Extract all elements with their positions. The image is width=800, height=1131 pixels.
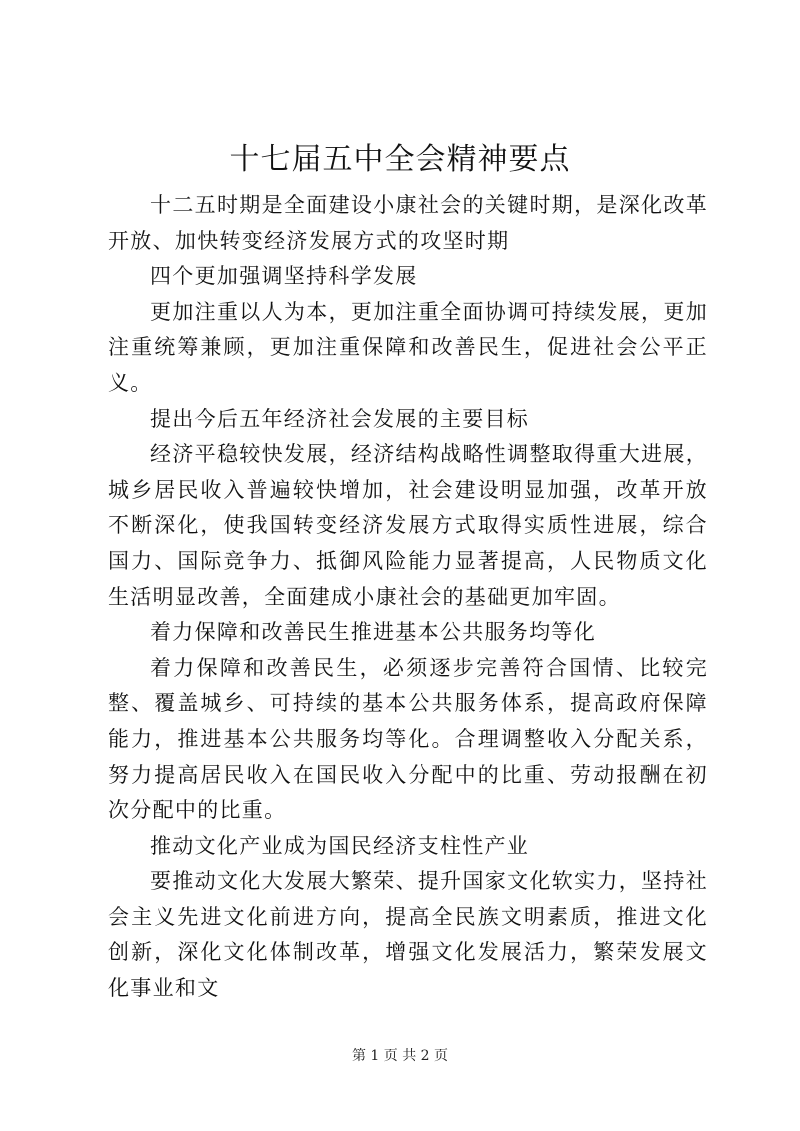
paragraph-public-services: 着力保障和改善民生，必须逐步完善符合国情、比较完整、覆盖城乡、可持续的基本公共服务体系，提高政府保障能力，推进基本公共服务均等化。合理调整收入分配关系，努力提高居民收入在国民收入分配中的比重、劳动报酬在初次分配中的比重。 [108, 655, 708, 823]
document-body [108, 188, 708, 1007]
page-number-footer: 第 1 页 共 2 页 [351, 1048, 449, 1064]
document-title: 十七届五中全会精神要点 [229, 142, 571, 177]
paragraph-people-first: 更加注重以人为本，更加注重全面协调可持续发展，更加注重统筹兼顾，更加注重保障和改善民生，促进社会公平正义。 [108, 299, 708, 395]
paragraph-intro: 十二五时期是全面建设小康社会的关键时期，是深化改革开放、加快转变经济发展方式的攻坚时期 [108, 193, 708, 253]
paragraph-heading-culture: 推动文化产业成为国民经济支柱性产业 [150, 833, 530, 858]
paragraph-economy: 经济平稳较快发展，经济结构战略性调整取得重大进展，城乡居民收入普遍较快增加，社会建设明显加强，改革开放不断深化，使我国转变经济发展方式取得实质性进展，综合国力、国际竞争力、抵御风险能力显著提高，人民物质文化生活明显改善，全面建成小康社会的基础更加牢固。 [108, 442, 708, 609]
paragraph-heading-science: 四个更加强调坚持科学发展 [150, 264, 418, 289]
paragraph-heading-livelihood: 着力保障和改善民生推进基本公共服务均等化 [150, 620, 596, 645]
paragraph-culture: 要推动文化大发展大繁荣、提升国家文化软实力，坚持社会主义先进文化前进方向，提高全民族文明素质，推进文化创新，深化文化体制改革，增强文化发展活力，繁荣发展文化事业和文 [108, 869, 708, 1001]
paragraph-heading-goals: 提出今后五年经济社会发展的主要目标 [150, 406, 530, 431]
